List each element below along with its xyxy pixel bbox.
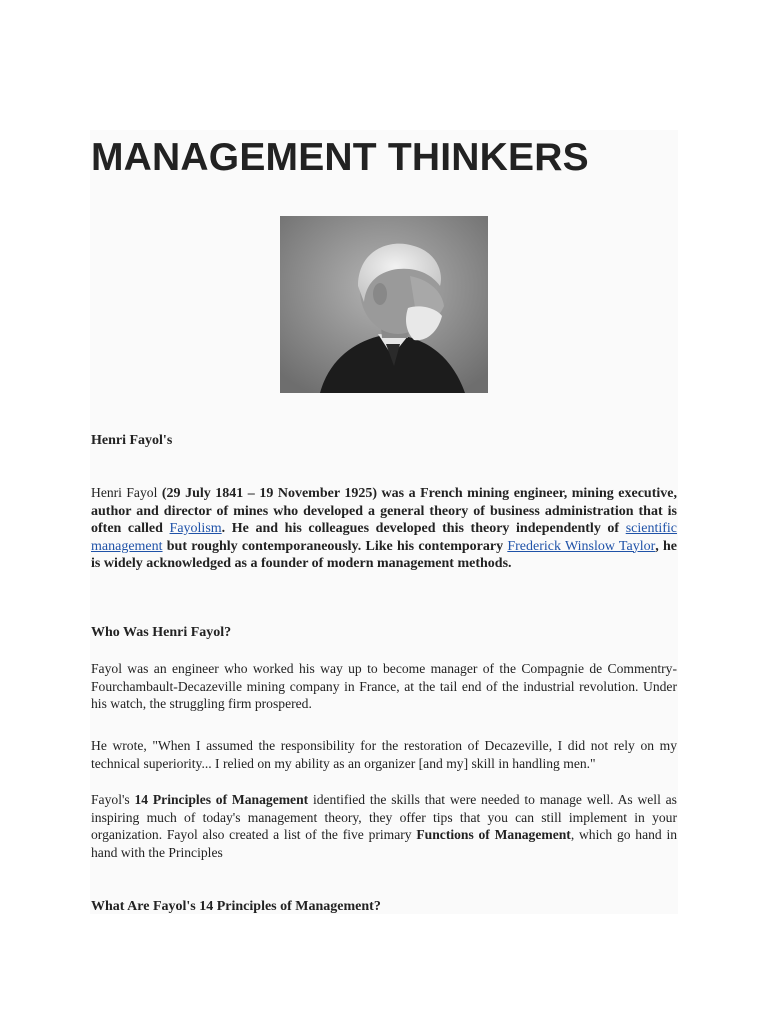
section-heading-henri-fayol: Henri Fayol's bbox=[91, 433, 173, 448]
principles-bold-14-principles: 14 Principles of Management bbox=[134, 792, 309, 807]
principles-bold-functions: Functions of Management bbox=[416, 827, 571, 842]
principles-text-c: , which go hand in hand with the Principles bbox=[91, 827, 678, 860]
fayolism-link[interactable]: Fayolism bbox=[169, 521, 222, 536]
section-heading-who-was-fayol: Who Was Henri Fayol? bbox=[91, 625, 232, 640]
principles-text-b: identified the skills that were needed to manage well. As well as inspiring much of today's management theory, they offer tips that you can still implement in your organization. Fayol also created a list of the five primary bbox=[91, 792, 677, 842]
intro-bold-text-b: . He and his colleagues developed this theory independently of bbox=[221, 521, 620, 536]
intro-bold-text-c: but roughly contemporaneously. Like his contemporary bbox=[166, 538, 504, 554]
henri-fayol-portrait-icon bbox=[280, 216, 488, 393]
portrait-image bbox=[280, 216, 488, 393]
paragraph-henri-fayol-intro bbox=[91, 484, 677, 573]
frederick-winslow-taylor-link[interactable]: Frederick Winslow Taylor bbox=[507, 538, 656, 554]
paragraph-fayol-quote: He wrote, "When I assumed the responsibility for the restoration of Decazeville, I did not rely on my technical superiority... I relied on my ability as an organizer [and my] skill in handling men." bbox=[91, 738, 677, 771]
scientific-management-link[interactable]: scientific management bbox=[91, 521, 678, 554]
intro-bold-text-d: , he is widely acknowledged as a founder of modern management methods. bbox=[91, 538, 677, 571]
page-title: MANAGEMENT THINKERS bbox=[91, 136, 589, 179]
section-heading-14-principles: What Are Fayol's 14 Principles of Management? bbox=[91, 899, 381, 914]
intro-bold-text-a: (29 July 1841 – 19 November 1925) was a French mining engineer, mining executive, author and director of mines who developed a general theory of business administration that is often called bbox=[91, 486, 677, 536]
henri-fayol-name: Henri Fayol bbox=[91, 485, 158, 500]
paragraph-fayol-principles bbox=[91, 791, 677, 861]
principles-text-a: Fayol's bbox=[91, 792, 130, 807]
paragraph-fayol-career: Fayol was an engineer who worked his way up to become manager of the Compagnie de Commentry-Fourchambault-Decazeville mining company in France, at the tail end of the industrial revolution. Under his watch, the struggling firm prospered. bbox=[91, 661, 677, 711]
